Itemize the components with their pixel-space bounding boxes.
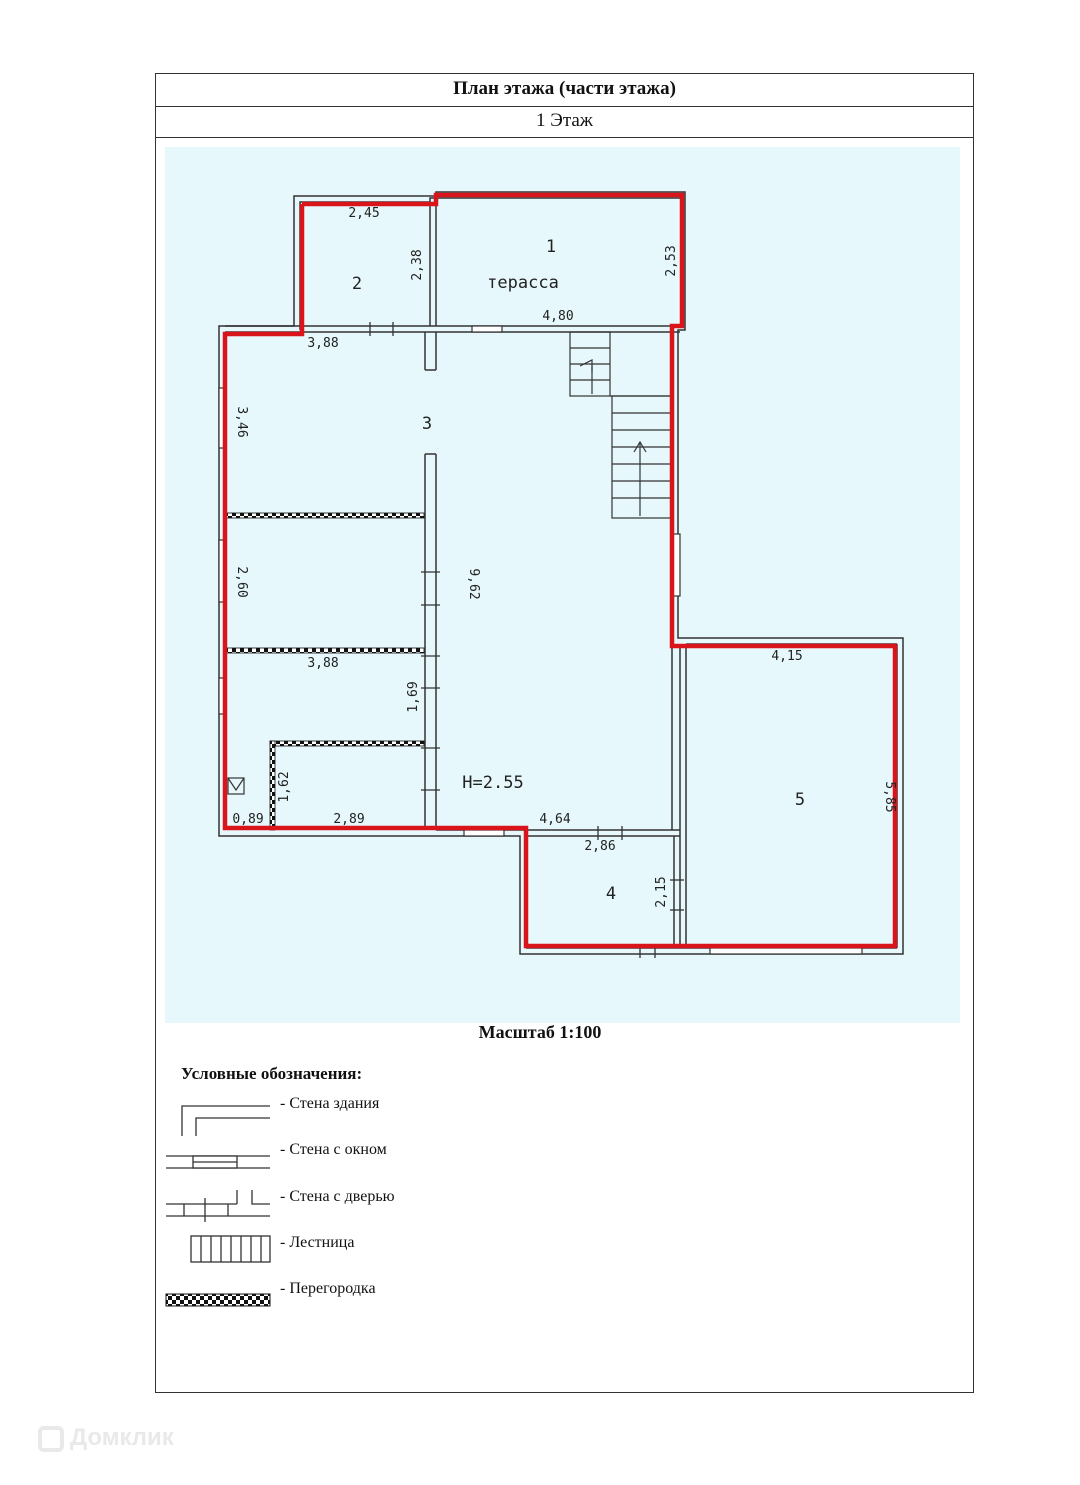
dim-5-85: 5,85 — [882, 781, 897, 813]
legend-symbols — [166, 1106, 270, 1262]
legend-partition-symbol — [166, 1294, 270, 1306]
dim-9-62: 9,62 — [466, 568, 481, 600]
domclick-logo-icon — [38, 1426, 64, 1452]
dim-2-15: 2,15 — [654, 876, 669, 908]
dim-3-46: 3,46 — [234, 406, 249, 438]
page-title: План этажа (части этажа) — [156, 74, 973, 107]
room-4-number: 4 — [605, 884, 617, 904]
scale-label: Масштаб 1:100 — [478, 1022, 602, 1042]
legend-wall-label: - Стена здания — [280, 1095, 380, 1112]
dim-4-64: 4,64 — [539, 812, 571, 827]
room-5-number: 5 — [794, 790, 806, 810]
dim-2-86: 2,86 — [584, 839, 616, 854]
room-2-number: 2 — [351, 274, 363, 294]
dim-3-88-mid: 3,88 — [307, 656, 339, 671]
watermark-text: Домклик — [70, 1424, 174, 1451]
room-3-number: 3 — [421, 414, 433, 434]
plan-background — [165, 147, 960, 1023]
legend-window-label: - Стена с окном — [280, 1141, 387, 1158]
dim-3-88-top: 3,88 — [307, 336, 339, 351]
dim-2-45: 2,45 — [348, 206, 380, 221]
dim-1-62: 1,62 — [277, 771, 292, 803]
dim-1-69: 1,69 — [406, 681, 421, 713]
dim-2-38: 2,38 — [410, 249, 425, 281]
dim-4-80: 4,80 — [542, 309, 574, 324]
legend-partition-label: - Перегородка — [280, 1280, 376, 1297]
room-1-name: терасса — [487, 273, 559, 293]
dim-2-60: 2,60 — [234, 566, 249, 598]
watermark-logo — [38, 1424, 174, 1452]
ceiling-height: H=2.55 — [462, 773, 524, 793]
legend-stairs-label: - Лестница — [280, 1234, 355, 1251]
dim-4-15: 4,15 — [771, 649, 803, 664]
floor-label: 1 Этаж — [156, 107, 973, 138]
legend-title: Условные обозначения: — [181, 1064, 363, 1083]
dim-0-89: 0,89 — [232, 812, 264, 827]
legend-door-label: - Стена с дверью — [280, 1188, 395, 1205]
dim-2-89: 2,89 — [333, 812, 365, 827]
dim-2-53: 2,53 — [664, 245, 679, 277]
room-1-number: 1 — [545, 237, 557, 257]
